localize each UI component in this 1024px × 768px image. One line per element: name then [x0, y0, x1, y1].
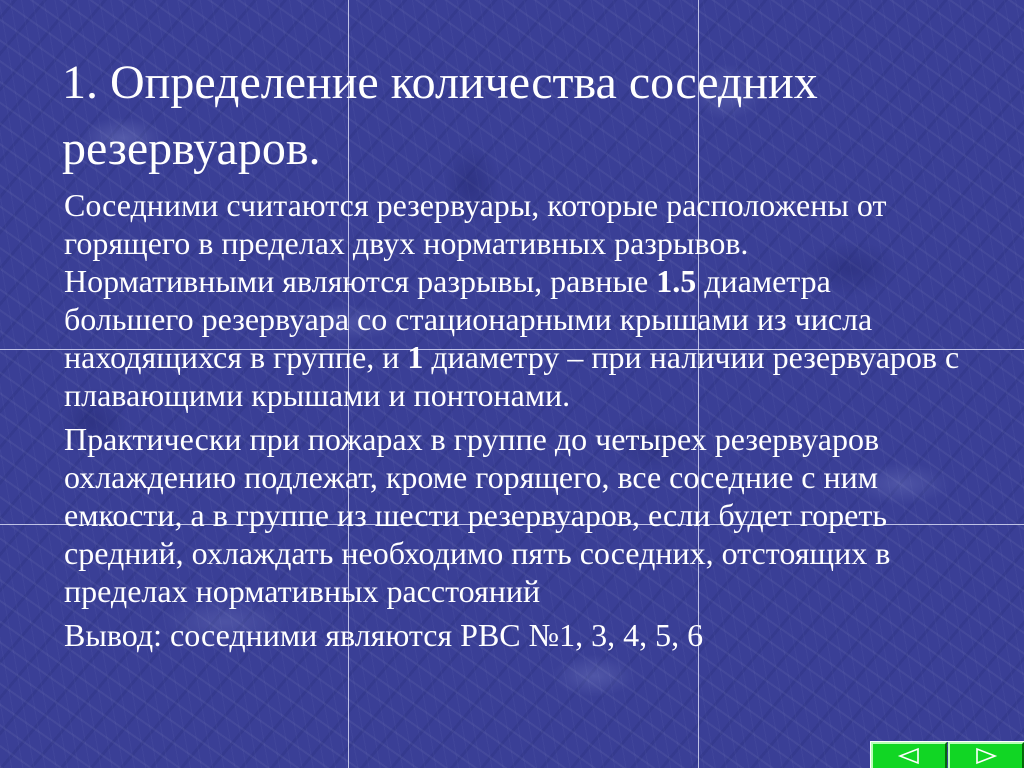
paragraph-text: диаметра большего резервуара со стационарными крышами из числа находящихся в группе, и: [64, 263, 873, 375]
bold-value: 1.5: [656, 263, 697, 299]
triangle-left-icon: [897, 747, 921, 765]
paragraph-conclusion: Вывод: соседними являются РВС №1, 3, 4, 5, 6: [64, 617, 704, 653]
paragraph-text: Соседними считаются резервуары, которые расположены от горящего в пределах двух нормативных разрывов. Нормативными являются разрывы, равные: [64, 187, 887, 299]
triangle-right-icon: [974, 747, 998, 765]
previous-slide-button[interactable]: [871, 742, 947, 768]
slide-navigation: [870, 741, 1024, 768]
next-slide-button[interactable]: [948, 742, 1024, 768]
slide-title: 1. Определение количества соседних резервуаров.: [62, 56, 818, 175]
paragraph-practice: Практически при пожарах в группе до четырех резервуаров охлаждению подлежат, кроме горящего, все соседние с ним емкости, а в группе из шести резервуаров, если будет гореть средний, охлаждать необходимо пять соседних, отстоящих в пределах нормативных расстояний: [64, 421, 891, 609]
slide-body: [64, 186, 964, 660]
paragraph-definition: [64, 186, 964, 414]
bold-value: 1: [407, 339, 424, 375]
paragraph-text: диаметру – при наличии резервуаров с плавающими крышами и понтонами.: [64, 339, 960, 413]
